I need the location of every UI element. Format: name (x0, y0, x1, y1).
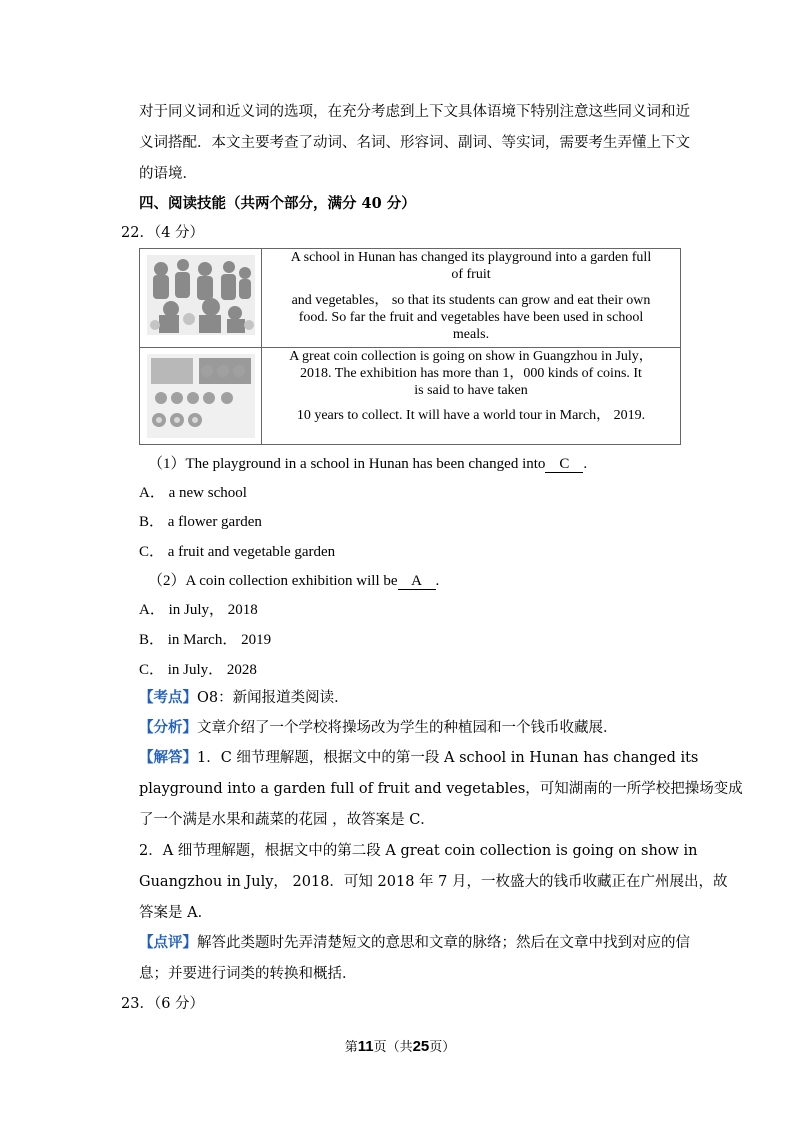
sub-question-1-answer: C (545, 456, 583, 473)
fenxi-text: 文章介绍了一个学校将操场改为学生的种植园和一个钱币收藏展． (197, 720, 618, 736)
passage-2-line: A great coin collection is going on show in Guangzhou in July， (289, 349, 653, 364)
jieda-tag: 【解答】 (139, 749, 197, 766)
passage-2-line: is said to have taken (414, 383, 528, 398)
fenxi-tag: 【分析】 (139, 719, 197, 736)
passage-2-line: 2018. The exhibition has more than 1，000 kinds of coins. It (300, 366, 642, 381)
sub-question-2 (148, 569, 439, 590)
sub-question-2-answer: A (398, 573, 436, 590)
sub-question-1 (148, 452, 587, 473)
kaodian-tag: 【考点】 (139, 689, 197, 706)
jieda-line-1: 1．C 细节理解题，根据文中的第一段 A school in Hunan has changed its (197, 750, 699, 766)
option-1c: C． a fruit and vegetable garden (139, 544, 336, 560)
sub-question-1-stem: （1）The playground in a school in Hunan has been changed into (148, 456, 546, 472)
dianping-text: 解答此类题时先弄清楚短文的意思和文章的脉络；然后在文章中找到对应的信 (197, 935, 690, 951)
question-22-number: 22．（4 分） (121, 225, 205, 241)
passage-2-text (262, 348, 681, 445)
passage-1-line: food. So far the fruit and vegetables have been used in school (298, 310, 644, 325)
jieda-line-6: 答案是 A． (139, 905, 213, 921)
footer-pre: 第 (344, 1040, 358, 1055)
dianping-row (139, 931, 690, 952)
coin-collection-photo-icon (140, 348, 262, 445)
sub-question-1-end: . (583, 456, 588, 472)
passage-1-line: A school in Hunan has changed its playground into a garden full (290, 250, 652, 265)
dianping-line-2: 息；并要进行词类的转换和概括． (139, 966, 357, 982)
sub-question-2-end: . (435, 573, 440, 589)
page-footer (0, 1036, 800, 1055)
passage-1-line: of fruit (451, 267, 491, 282)
footer-page-number: 11 (357, 1038, 374, 1055)
option-1b: B． a flower garden (139, 514, 262, 530)
passage-1-line: meals. (452, 327, 490, 342)
children-garden-photo-icon (140, 249, 262, 348)
option-1a: A． a new school (139, 485, 247, 501)
footer-total-pages: 25 (412, 1038, 430, 1055)
jieda-line-3: 了一个满是水果和蔬菜的花园 ，故答案是 C． (139, 812, 435, 828)
dianping-tag: 【点评】 (139, 934, 197, 951)
sub-question-2-stem: （2）A coin collection exhibition will be (148, 573, 398, 589)
kaodian-row (139, 686, 349, 707)
jieda-line-2: playground into a garden full of fruit and vegetables，可知湖南的一所学校把操场变成 (139, 781, 743, 797)
intro-line-2: 义词搭配．本文主要考查了动词、名词、形容词、副词、等实词，需要考生弄懂上下文 (139, 135, 690, 151)
footer-post: 页） (429, 1040, 456, 1055)
jieda-line-4: 2．A 细节理解题，根据文中的第二段 A great coin collection is going on show in (139, 843, 698, 859)
option-2a: A． in July， 2018 (139, 602, 258, 618)
jieda-line-5: Guangzhou in July， 2018．可知 2018 年 7 月，一枚盛大的钱币收藏正在广州展出，故 (139, 874, 728, 890)
passage-1-text (262, 249, 681, 348)
fenxi-row (139, 716, 618, 737)
option-2b: B． in March． 2019 (139, 632, 272, 648)
kaodian-text: O8：新闻报道类阅读． (197, 690, 349, 706)
passage-1-line: and vegetables， so that its students can grow and eat their own (291, 293, 651, 308)
footer-mid: 页（共 (373, 1040, 413, 1055)
option-2c: C． in July． 2028 (139, 662, 257, 678)
question-22-table (139, 248, 681, 445)
jieda-row (139, 746, 698, 767)
section-title: 四、阅读技能（共两个部分，满分 40 分） (139, 195, 416, 212)
passage-2-line: 10 years to collect. It will have a world tour in March， 2019. (296, 408, 646, 423)
question-23-number: 23．（6 分） (121, 996, 205, 1012)
intro-line-1: 对于同义词和近义词的选项，在充分考虑到上下文具体语境下特别注意这些同义词和近 (139, 104, 690, 120)
intro-line-3: 的语境． (139, 166, 197, 182)
